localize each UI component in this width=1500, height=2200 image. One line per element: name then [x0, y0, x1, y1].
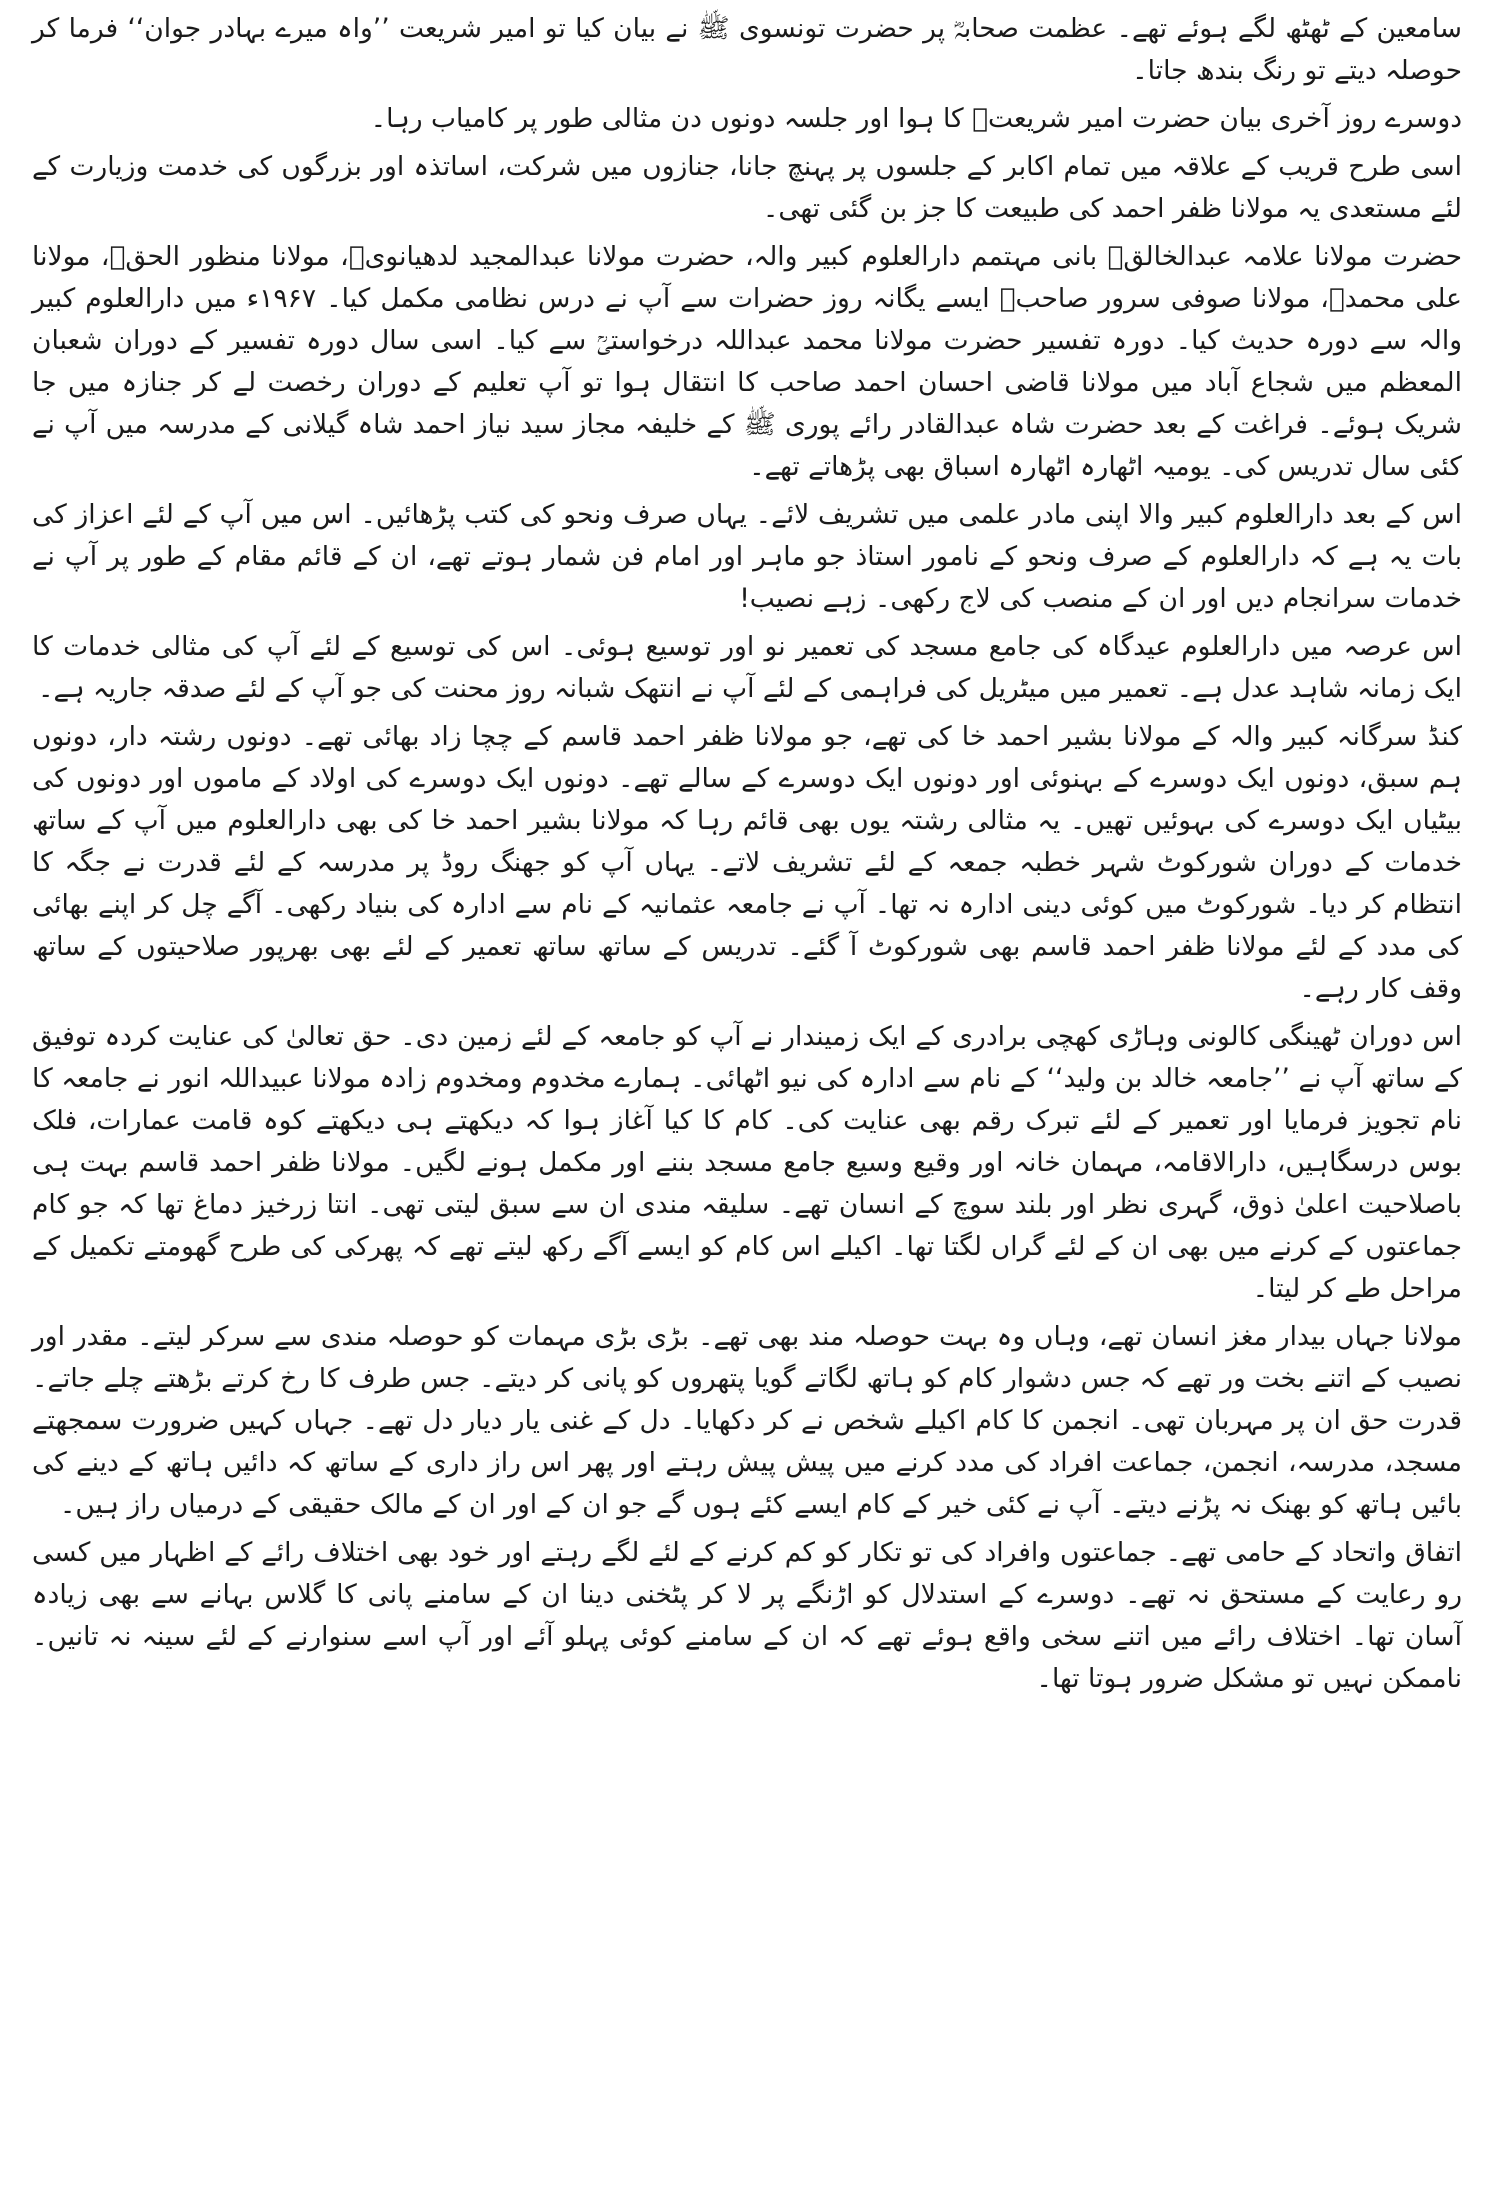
paragraph-9: مولانا جہاں بیدار مغز انسان تھے، وہاں وہ بہت حوصلہ مند بھی تھے۔ بڑی بڑی مہمات کو حوصلہ مندی سے سرکر لیتے۔ مقدر اور نصیب کے اتنے بخت ور تھے کہ جس دشوار کام کو ہاتھ لگاتے گویا پتھروں کو پانی کر دیتے۔ جس طرف کا رخ کرتے بڑھتے چلے جاتے۔ قدرت حق ان پر مہربان تھی۔ انجمن کا کام اکیلے شخص نے کر دکھایا۔ دل کے غنی یار دیار دل تھے۔ جہاں کہیں ضرورت سمجھتے مسجد، مدرسہ، انجمن، جماعت افراد کی مدد کرنے میں پیش پیش رہتے اور پھر اس راز داری کے ساتھ کہ دائیں ہاتھ کے دینے کی بائیں ہاتھ کو بھنک نہ پڑنے دیتے۔ آپ نے کئی خیر کے کام ایسے کئے ہوں گے جو ان کے اور ان کے مالک حقیقی کے درمیاں راز ہیں۔ [32, 1321, 1462, 1520]
paragraph-8: اس دوران ٹھینگی کالونی وہاڑی کھچی برادری کے ایک زمیندار نے آپ کو جامعہ کے لئے زمین دی۔ حق تعالیٰ کی عنایت کردہ توفیق کے ساتھ آپ نے ’’جامعہ خالد بن ولید‘‘ کے نام سے ادارہ کی نیو اٹھائی۔ ہمارے مخدوم ومخدوم زادہ مولانا عبیداللہ انور نے جامعہ کا نام تجویز فرمایا اور تعمیر کے لئے تبرک رقم بھی عنایت کی۔ کام کا کیا آغاز ہوا کہ دیکھتے ہی دیکھتے کوہ قامت عمارات، فلک بوس درسگاہیں، دارالاقامہ، مہمان خانہ اور وقیع وسیع جامع مسجد بننے اور مکمل ہونے لگیں۔ مولانا ظفر احمد قاسم بہت ہی باصلاحیت اعلیٰ ذوق، گہری نظر اور بلند سوچ کے انسان تھے۔ سلیقہ مندی ان سے سبق لیتی تھی۔ انتا زرخیز دماغ تھا کہ جو کام جماعتوں کے کرنے میں بھی ان کے لئے گراں لگتا تھا۔ اکیلے اس کام کو ایسے آگے رکھ لیتے تھے کہ پھرکی کی طرح گھومتے تکمیل کے مراحل طے کر لیتا۔ [32, 1021, 1462, 1304]
paragraph-6: اس عرصہ میں دارالعلوم عیدگاہ کی جامع مسجد کی تعمیر نو اور توسیع ہوئی۔ اس کی توسیع کے لئے آپ کی مثالی خدمات کا ایک زمانہ شاہد عدل ہے۔ تعمیر میں میٹریل کی فراہمی کے لئے آپ نے انتھک شبانہ روز محنت کی جو آپ کے لئے صدقہ جاریہ ہے۔ [32, 631, 1462, 704]
paragraph-2: دوسرے روز آخری بیان حضرت امیر شریعتؒ کا ہوا اور جلسہ دونوں دن مثالی طور پر کامیاب رہا۔ [370, 103, 1462, 134]
paragraph-1: سامعین کے ٹھٹھ لگے ہوئے تھے۔ عظمت صحابہؓ پر حضرت تونسوی ﷺ نے بیان کیا تو امیر شریعت ’’واہ میرے بہادر جوان‘‘ فرما کر حوصلہ دیتے تو رنگ بندھ جاتا۔ [32, 13, 1462, 86]
paragraph-4: حضرت مولانا علامہ عبدالخالقؒ بانی مہتمم دارالعلوم کبیر والہ، حضرت مولانا عبدالمجید لدھیانویؒ، مولانا منظور الحقؒ، مولانا علی محمدؒ، مولانا صوفی سرور صاحبؒ ایسے یگانہ روز حضرات سے آپ نے درس نظامی مکمل کیا۔ ۱۹۶۷ء میں دارالعلوم کبیر والہ سے دورہ حدیث کیا۔ دورہ تفسیر حضرت مولانا محمد عبداللہ درخواستیؒ سے کیا۔ اسی سال دورہ تفسیر کے دوران شعبان المعظم میں شجاع آباد میں مولانا قاضی احسان احمد صاحب کا انتقال ہوا تو آپ تعلیم کے دوران رخصت لے کر جنازہ میں جا شریک ہوئے۔ فراغت کے بعد حضرت شاہ عبدالقادر رائے پوری ﷺ کے خلیفہ مجاز سید نیاز احمد شاہ گیلانی کے مدرسہ میں آپ نے کئی سال تدریس کی۔ یومیہ اٹھارہ اٹھارہ اسباق بھی پڑھاتے تھے۔ [32, 241, 1462, 482]
paragraph-5: اس کے بعد دارالعلوم کبیر والا اپنی مادر علمی میں تشریف لائے۔ یہاں صرف ونحو کی کتب پڑھائیں۔ اس میں آپ کے لئے اعزاز کی بات یہ ہے کہ دارالعلوم کے صرف ونحو کے نامور استاذ جو ماہر اور امام فن شمار ہوتے تھے، ان کے قائم مقام کے طور پر آپ نے خدمات سرانجام دیں اور ان کے منصب کی لاج رکھی۔ زہے نصیب! [32, 499, 1462, 614]
paragraph-10: اتفاق واتحاد کے حامی تھے۔ جماعتوں وافراد کی تو تکار کو کم کرنے کے لئے لگے رہتے اور خود بھی اختلاف رائے کے اظہار میں کسی رو رعایت کے مستحق نہ تھے۔ دوسرے کے استدلال کو اڑنگے پر لا کر پٹخنی دینا ان کے سامنے پانی کا گلاس بہانے سے بھی زیادہ آسان تھا۔ اختلاف رائے میں اتنے سخی واقع ہوئے تھے کہ ان کے سامنے کوئی پہلو آئے اور آپ اسے سنوارنے کے لئے سینہ نہ تانیں۔ ناممکن نہیں تو مشکل ضرور ہوتا تھا۔ [32, 1537, 1462, 1694]
paragraph-3: اسی طرح قریب کے علاقہ میں تمام اکابر کے جلسوں پر پہنچ جانا، جنازوں میں شرکت، اساتذہ اور بزرگوں کی خدمت وزیارت کے لئے مستعدی یہ مولانا ظفر احمد کی طبیعت کا جز بن گئی تھی۔ [32, 151, 1462, 224]
paragraph-7: کنڈ سرگانہ کبیر والہ کے مولانا بشیر احمد خا کی تھے، جو مولانا ظفر احمد قاسم کے چچا زاد بھائی تھے۔ دونوں رشتہ دار، دونوں ہم سبق، دونوں ایک دوسرے کے بہنوئی اور دونوں ایک دوسرے کے سالے تھے۔ دونوں ایک دوسرے کی اولاد کے ماموں اور دونوں کی بیٹیاں ایک دوسرے کی بہوئیں تھیں۔ یہ مثالی رشتہ یوں بھی قائم رہا کہ مولانا بشیر احمد خا کی بھی دارالعلوم میں آپ کے ساتھ خدمات کے دوران شورکوٹ شہر خطبہ جمعہ کے لئے تشریف لاتے۔ یہاں آپ کو جھنگ روڈ پر مدرسہ کے لئے قدرت نے جگہ کا انتظام کر دیا۔ شورکوٹ میں کوئی دینی ادارہ نہ تھا۔ آپ نے جامعہ عثمانیہ کے نام سے ادارہ کی بنیاد رکھی۔ آگے چل کر اپنے بھائی کی مدد کے لئے مولانا ظفر احمد قاسم بھی شورکوٹ آ گئے۔ تدریس کے ساتھ ساتھ تعمیر کے لئے بھی بھرپور صلاحیتوں کے ساتھ وقف کار رہے۔ [32, 721, 1462, 1004]
